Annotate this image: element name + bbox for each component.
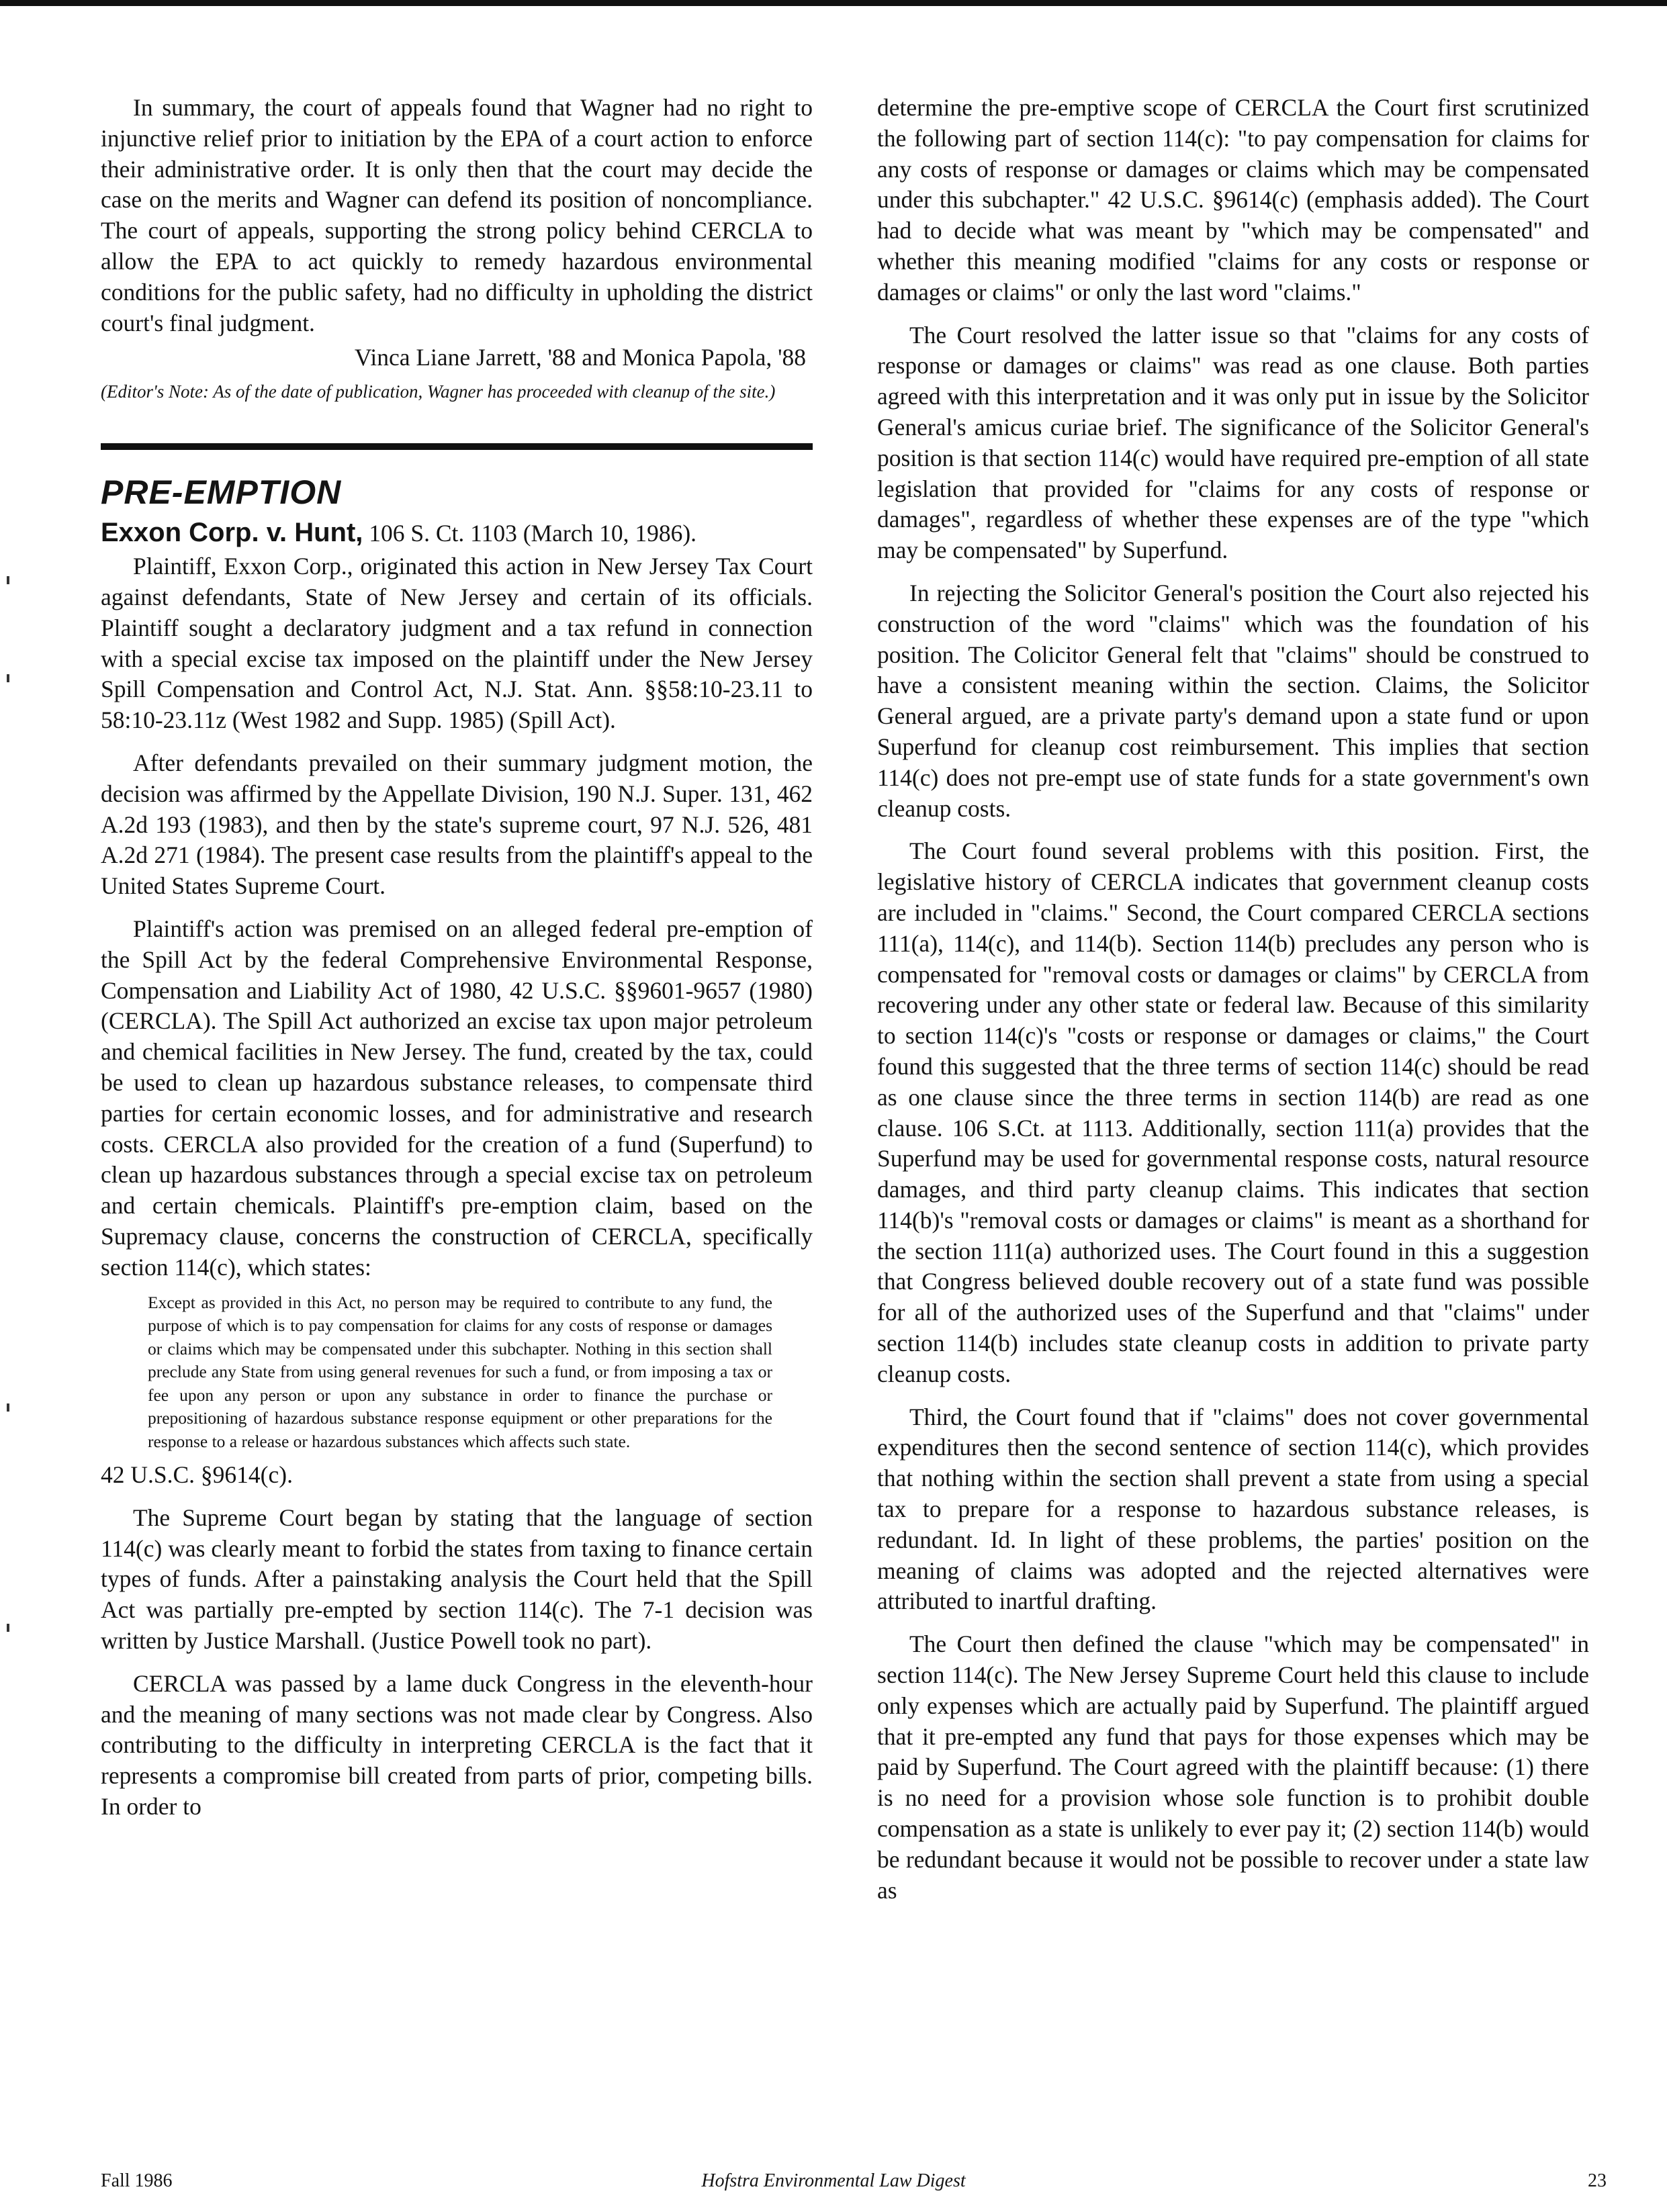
scan-mark: [7, 1403, 9, 1412]
body-paragraph: Third, the Court found that if "claims" does not cover governmental expenditures then the second sentence of section 114(c), which provides that nothing within the section shall prevent a state from using a special tax to prepare for a response to hazardous substance releases, is redundant. Id. In light of these problems, the parties' position on the meaning of claims was adopted and the rejected alternatives were attributed to inartful drafting.: [877, 1403, 1589, 1615]
right-column: [877, 93, 1589, 1906]
case-title: [101, 517, 813, 549]
statute-block-quote: Except as provided in this Act, no person may be required to contribute to any fund, the purpose of which is to pay compensation for claims for any costs of response or damages or claims which may be compensated under this subchapter. Nothing in this section shall preclude any State from using general revenues for such a fund, or from imposing a tax or fee upon any person or upon any substance in order to finance the purchase or prepositioning of hazardous substance response equipment or other preparations for the response to a release or hazardous substances which affects such state.: [148, 1292, 772, 1451]
section-divider: [101, 443, 813, 450]
top-border-rule: [0, 0, 1667, 6]
editors-note: (Editor's Note: As of the date of publication, Wagner has proceeded with cleanup of the site.): [101, 381, 776, 402]
scan-mark: [7, 1624, 9, 1632]
footer-journal-title: Hofstra Environmental Law Digest: [701, 2170, 966, 2191]
body-paragraph: The Court then defined the clause "which may be compensated" in section 114(c). The New Jersey Supreme Court held this clause to include only expenses which are actually paid by Superfund. The plaintiff argued that it pre-empted any fund that pays for those expenses which may be paid by Superfund. The Court agreed with the plaintiff because: (1) there is no need for a provision whose sole function is to prohibit double compensation as a state is unlikely to ever pay it; (2) section 114(b) would be redundant because it would not be possible to recover under a state law as: [877, 1630, 1589, 1904]
body-paragraph: After defendants prevailed on their summary judgment motion, the decision was affirmed by the Appellate Division, 190 N.J. Super. 131, 462 A.2d 193 (1983), and then by the state's supreme court, 97 N.J. 526, 481 A.2d 271 (1984). The present case results from the plaintiff's appeal to the United States Supreme Court.: [101, 749, 813, 900]
left-column: [101, 93, 813, 1823]
body-paragraph: The Court resolved the latter issue so that "claims for any costs of response or damages or claims" was read as one clause. Both parties agreed with this interpretation and it was only put in issue by the Solicitor General's amicus curiae brief. The significance of the Solicitor General's position is that section 114(c) would have required pre-emption of all state legislation that provided for "claims for any costs of response or damages", regardless of whether these expenses are of the type "which may be compensated" by Superfund.: [877, 321, 1589, 564]
footer-issue: Fall 1986: [101, 2170, 173, 2191]
body-paragraph: Plaintiff's action was premised on an alleged federal pre-emption of the Spill Act by the federal Comprehensive Environmental Response, Compensation and Liability Act of 1980, 42 U.S.C. §§9601-9657 (1980) (CERCLA). The Spill Act authorized an excise tax upon major petroleum and chemical facilities in New Jersey. The fund, created by the tax, could be used to clean up hazardous substance releases, to compensate third parties for certain economic losses, and for administrative and research costs. CERCLA also provided for the creation of a fund (Superfund) to clean up hazardous substances through a special excise tax on petroleum and certain chemicals. Plaintiff's pre-emption claim, based on the Supremacy clause, concerns the construction of CERCLA, specifically section 114(c), which states:: [101, 915, 813, 1281]
author-credit: Vinca Liane Jarrett, '88 and Monica Papola, '88: [354, 344, 806, 371]
quote-citation: 42 U.S.C. §9614(c).: [101, 1461, 293, 1488]
case-name: Exxon Corp. v. Hunt,: [101, 518, 363, 548]
page-number: 23: [1588, 2170, 1607, 2191]
body-paragraph: The Court found several problems with this position. First, the legislative history of CERCLA indicates that government cleanup costs are included in "claims." Second, the Court compared CERCLA sections 111(a), 114(c), and 114(b). Section 114(b) precludes any person who is compensated for "removal costs or damages or claims" by CERCLA from recovering under any other state or federal law. Because of this similarity to section 114(c)'s "costs or response or damages or claims," the Court found this suggested that the three terms of section 114(c) should be read as one clause since the three terms in section 114(b) are read as one clause. 106 S.Ct. at 1113. Additionally, section 111(a) provides that the Superfund may be used for governmental response costs, natural resource damages, and third party cleanup claims. This indicates that section 114(b)'s "removal costs or damages or claims" is meant as a shorthand for the section 111(a) authorized uses. The Court found in this a suggestion that Congress believed double recovery out of a state fund was possible for all of the authorized uses of the Superfund and that "claims" under section 114(b) includes state cleanup costs in addition to private party cleanup costs.: [877, 837, 1589, 1387]
body-paragraph: In rejecting the Solicitor General's position the Court also rejected his construction of the word "claims" which was the foundation of his position. The Colicitor General felt that "claims" should be construed to have a consistent meaning within the section. Claims, the Solicitor General argued, are a private party's demand upon a state fund or upon Superfund for cleanup cost reimbursement. This implies that section 114(c) does not pre-empt use of state funds for a state government's own cleanup costs.: [877, 579, 1589, 822]
body-paragraph: CERCLA was passed by a lame duck Congress in the eleventh-hour and the meaning of many sections was not made clear by Congress. Also contributing to the difficulty in interpreting CERCLA is the fact that it represents a compromise bill created from parts of prior, competing bills. In order to: [101, 1669, 813, 1820]
summary-paragraph: In summary, the court of appeals found that Wagner had no right to injunctive relief prior to initiation by the EPA of a court action to enforce their administrative order. It is only then that the court may decide the case on the merits and Wagner can defend its position of noncompliance. The court of appeals, supporting the strong policy behind CERCLA to allow the EPA to act quickly to remedy hazardous environmental conditions for the public safety, had no difficulty in upholding the district court's final judgment.: [101, 94, 813, 336]
continued-paragraph: determine the pre-emptive scope of CERCLA the Court first scrutinized the following part of section 114(c): "to pay compensation for claims for any costs of response or damages or claims which may be compensated under this subchapter." 42 U.S.C. §9614(c) (emphasis added). The Court had to decide what was meant by "which may be compensated" and whether this meaning modified "claims for any costs or response or damages or claims" or only the last word "claims.": [877, 94, 1589, 306]
scan-mark: [7, 576, 9, 584]
section-heading: PRE-EMPTION: [101, 473, 342, 512]
case-citation: 106 S. Ct. 1103 (March 10, 1986).: [363, 520, 697, 547]
body-paragraph: Plaintiff, Exxon Corp., originated this action in New Jersey Tax Court against defendants, State of New Jersey and certain of its officials. Plaintiff sought a declaratory judgment and a tax refund in connection with a special excise tax imposed on the plaintiff under the New Jersey Spill Compensation and Control Act, N.J. Stat. Ann. §§58:10-23.11 to 58:10-23.11z (West 1982 and Supp. 1985) (Spill Act).: [101, 553, 813, 734]
body-paragraph: The Supreme Court began by stating that the language of section 114(c) was clearly meant to forbid the states from taxing to finance certain types of funds. After a painstaking analysis the Court held that the Spill Act was partially pre-empted by section 114(c). The 7-1 decision was written by Justice Marshall. (Justice Powell took no part).: [101, 1504, 813, 1654]
scan-mark: [7, 674, 9, 682]
